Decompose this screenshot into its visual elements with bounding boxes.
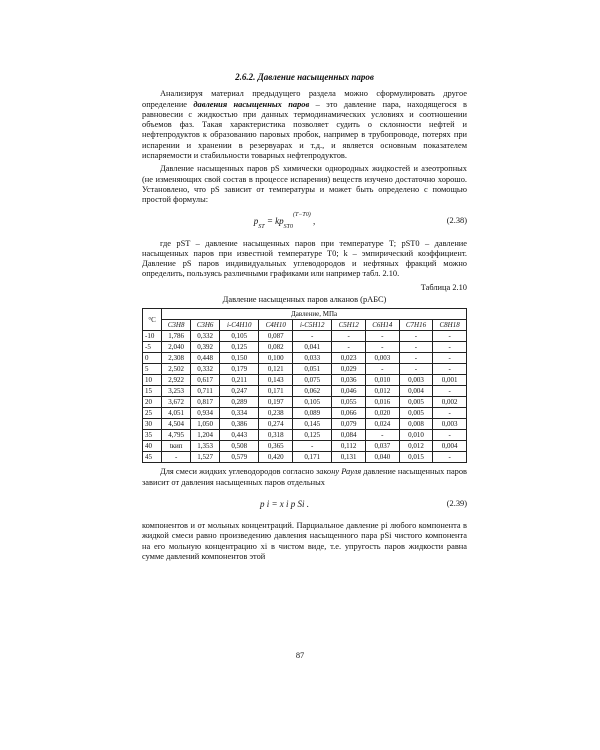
table-cell: 0,318 xyxy=(259,430,293,441)
table-cell: 0,934 xyxy=(191,408,220,419)
table-cell: 0,289 xyxy=(220,397,259,408)
table-cell: 0,211 xyxy=(220,375,259,386)
paragraph-raoult xyxy=(142,467,467,488)
table-row xyxy=(143,353,467,364)
table-cell: 0,005 xyxy=(399,408,433,419)
table-cell: 0,365 xyxy=(259,441,293,452)
table-cell: 0,023 xyxy=(332,353,366,364)
temperature-cell: 45 xyxy=(143,452,162,463)
table-cell: 0,089 xyxy=(293,408,332,419)
table-cell: 1,353 xyxy=(191,441,220,452)
table-cell: 0,036 xyxy=(332,375,366,386)
table-cell: 4,504 xyxy=(162,419,191,430)
table-cell: 2,308 xyxy=(162,353,191,364)
column-header: C7H16 xyxy=(399,320,433,331)
table-cell: - xyxy=(332,331,366,342)
column-header: C6H14 xyxy=(366,320,400,331)
table-cell: - xyxy=(433,353,467,364)
temperature-cell: 20 xyxy=(143,397,162,408)
formula-lhs: p xyxy=(253,216,259,227)
table-row xyxy=(143,386,467,397)
table-row xyxy=(143,331,467,342)
table-cell: 0,332 xyxy=(191,331,220,342)
page-number: 87 xyxy=(295,651,305,660)
table-cell: 1,786 xyxy=(162,331,191,342)
column-header: C3H6 xyxy=(191,320,220,331)
table-cell: 0,010 xyxy=(399,430,433,441)
table-cell: 0,112 xyxy=(332,441,366,452)
table-cell: 0,145 xyxy=(293,419,332,430)
table-cell: - xyxy=(293,441,332,452)
table-cell: 0,150 xyxy=(220,353,259,364)
table-row xyxy=(143,375,467,386)
table-cell: 0,617 xyxy=(191,375,220,386)
temperature-cell: 35 xyxy=(143,430,162,441)
table-cell: 0,171 xyxy=(259,386,293,397)
table-cell: 0,238 xyxy=(259,408,293,419)
table-cell: 0,711 xyxy=(191,386,220,397)
table-cell: 0,420 xyxy=(259,452,293,463)
paragraph-definition xyxy=(142,89,467,161)
table-cell: 0,105 xyxy=(293,397,332,408)
table-cell: 0,024 xyxy=(366,419,400,430)
formula-2-39-tail: . xyxy=(304,498,310,509)
paragraph-legend: где pST – давление насыщенных паров при температуре T; pST0 – давление насыщенных паров при известной температуре T0; k – эмпирический коэффициент. Давление pS паров индивидуальных углеводородов и нефтяных фракций можно определить, пользуясь различными графиками или например табл. 2.10. xyxy=(142,238,467,279)
table-cell: - xyxy=(366,342,400,353)
formula-2-38 xyxy=(142,209,467,235)
table-cell: 0,334 xyxy=(220,408,259,419)
table-cell: 0,062 xyxy=(293,386,332,397)
table-cell: 0,508 xyxy=(220,441,259,452)
table-row xyxy=(143,397,467,408)
table-cell: - xyxy=(332,342,366,353)
formula-tail: , xyxy=(310,216,316,227)
pressure-header: Давление, МПа xyxy=(162,309,467,320)
table-cell: 0,443 xyxy=(220,430,259,441)
table-cell: 0,143 xyxy=(259,375,293,386)
table-cell: 0,066 xyxy=(332,408,366,419)
temperature-cell: -5 xyxy=(143,342,162,353)
table-cell: - xyxy=(433,364,467,375)
table-cell: 2,502 xyxy=(162,364,191,375)
table-cell: 0,131 xyxy=(332,452,366,463)
table-cell: 0,197 xyxy=(259,397,293,408)
temperature-cell: -10 xyxy=(143,331,162,342)
paragraph-definition-rest: – это давление пара, находящегося в равновесии с жидкостью при данных термодинамических условиях и соотношении объемов фаз. Такая характеристика позволяет судить о склонности нефтей и нефтепродуктов к образованию паровых пробок, например в трубопроводе, потерях при испарении и хранении в резервуарах и т.д., и является основным показателем испаряемости и стабильности товарных нефтепродуктов. xyxy=(142,99,467,161)
table-cell: - xyxy=(399,331,433,342)
table-cell: tкип xyxy=(162,441,191,452)
formula-2-39 xyxy=(142,491,467,517)
vapor-pressure-table xyxy=(142,308,467,463)
table-cell: 0,005 xyxy=(399,397,433,408)
table-row xyxy=(143,364,467,375)
table-cell: 0,125 xyxy=(220,342,259,353)
table-cell: 0,016 xyxy=(366,397,400,408)
table-cell: 0,003 xyxy=(399,375,433,386)
table-cell: - xyxy=(433,342,467,353)
column-header: C4H10 xyxy=(259,320,293,331)
equation-number-2-38: (2.38) xyxy=(446,216,467,226)
table-cell: 0,079 xyxy=(332,419,366,430)
table-cell: - xyxy=(433,386,467,397)
table-cell: - xyxy=(293,331,332,342)
table-cell: 0,274 xyxy=(259,419,293,430)
table-cell: 0,386 xyxy=(220,419,259,430)
table-cell: 0,105 xyxy=(220,331,259,342)
term-saturated-vapor-pressure: давления насыщенных паров xyxy=(193,99,310,109)
table-cell: - xyxy=(433,452,467,463)
temperature-cell: 5 xyxy=(143,364,162,375)
formula-eq: = kp xyxy=(264,216,284,227)
table-cell: 3,253 xyxy=(162,386,191,397)
table-cell: 0,171 xyxy=(293,452,332,463)
table-cell: 0,125 xyxy=(293,430,332,441)
table-cell: 0,037 xyxy=(366,441,400,452)
table-row xyxy=(143,430,467,441)
table-cell: 0,082 xyxy=(259,342,293,353)
table-cell: - xyxy=(433,430,467,441)
paragraph-raoult-rest: давление насыщенных паров зависит от давления насыщенных паров отдельных xyxy=(142,467,467,487)
table-cell: - xyxy=(399,342,433,353)
table-cell: 0,012 xyxy=(366,386,400,397)
section-heading: 2.6.2. Давление насыщенных паров xyxy=(235,72,374,82)
table-title: Давление насыщенных паров алканов (pАБС) xyxy=(222,295,387,305)
table-cell: 0,008 xyxy=(399,419,433,430)
table-cell: - xyxy=(366,364,400,375)
table-cell: 4,051 xyxy=(162,408,191,419)
table-cell: 0,001 xyxy=(433,375,467,386)
temperature-cell: 0 xyxy=(143,353,162,364)
paragraph-temperature-dependence: Давление насыщенных паров pS химически однородных жидкостей и азеотропных (не изменяющих свой состав в процессе испарения) веществ изучено достаточно хорошо. Установлено, что pS зависит от температуры и может быть определено с помощью простой формулы: xyxy=(142,164,467,205)
formula-2-39-text: p i = x i p Si xyxy=(259,498,305,509)
temperature-cell: 25 xyxy=(143,408,162,419)
table-cell: 0,051 xyxy=(293,364,332,375)
temperature-cell: 15 xyxy=(143,386,162,397)
table-cell: 0,010 xyxy=(366,375,400,386)
table-cell: 1,204 xyxy=(191,430,220,441)
table-cell: 0,121 xyxy=(259,364,293,375)
paragraph-raoult-lead: Для смеси жидких углеводородов согласно xyxy=(160,467,316,477)
table-cell: - xyxy=(162,452,191,463)
table-cell: 0,392 xyxy=(191,342,220,353)
table-cell: 0,046 xyxy=(332,386,366,397)
table-cell: 0,020 xyxy=(366,408,400,419)
table-cell: 4,795 xyxy=(162,430,191,441)
table-cell: 0,075 xyxy=(293,375,332,386)
table-cell: 0,015 xyxy=(399,452,433,463)
table-cell: 0,100 xyxy=(259,353,293,364)
table-header-row xyxy=(143,309,467,320)
formula-lhs-subscript: ST xyxy=(258,224,265,231)
formula-exponent: (T−T0) xyxy=(293,212,311,219)
formula-2-38-expression xyxy=(142,210,427,232)
table-cell: 2,922 xyxy=(162,375,191,386)
table-cell: 1,050 xyxy=(191,419,220,430)
table-cell: 0,029 xyxy=(332,364,366,375)
table-cell: - xyxy=(366,430,400,441)
table-row xyxy=(143,452,467,463)
table-cell: 0,579 xyxy=(220,452,259,463)
paragraph-definition-lead: Анализируя материал предыдущего раздела можно сформулировать другое определение xyxy=(142,89,467,109)
table-cell: 0,247 xyxy=(220,386,259,397)
column-header: i-C5H12 xyxy=(293,320,332,331)
table-cell: 0,012 xyxy=(399,441,433,452)
formula-2-39-expression xyxy=(142,499,427,509)
table-cell: 0,817 xyxy=(191,397,220,408)
formula-rhs-subscript: ST0 xyxy=(283,224,294,231)
column-header: C8H18 xyxy=(433,320,467,331)
temperature-cell: 10 xyxy=(143,375,162,386)
table-cell: - xyxy=(399,364,433,375)
temperature-cell: 40 xyxy=(143,441,162,452)
table-cell: 2,040 xyxy=(162,342,191,353)
table-number-label: Таблица 2.10 xyxy=(420,282,467,292)
term-raoult-law: закону Рауля xyxy=(315,467,362,477)
table-cell: 0,084 xyxy=(332,430,366,441)
table-row xyxy=(143,441,467,452)
table-cell: 0,004 xyxy=(433,441,467,452)
equation-number-2-39: (2.39) xyxy=(446,498,467,508)
table-cell: - xyxy=(399,353,433,364)
table-cell: 0,004 xyxy=(399,386,433,397)
table-row xyxy=(143,342,467,353)
table-cell: 0,087 xyxy=(259,331,293,342)
table-cell: 0,041 xyxy=(293,342,332,353)
column-header: i-C4H10 xyxy=(220,320,259,331)
table-cell: 0,055 xyxy=(332,397,366,408)
table-cell: 0,040 xyxy=(366,452,400,463)
table-cell: 0,002 xyxy=(433,397,467,408)
table-cell: 0,332 xyxy=(191,364,220,375)
temperature-header: °C xyxy=(143,309,162,331)
column-header: C3H8 xyxy=(162,320,191,331)
table-cell: 1,527 xyxy=(191,452,220,463)
table-body xyxy=(143,331,467,463)
table-cell: 3,672 xyxy=(162,397,191,408)
paragraph-partial-pressure: компонентов и от мольных концентраций. Парциальное давление pi любого компонента в жидкой смеси равно произведению давления насыщенного пара pSi чистого компонента на его мольную концентрацию xi в чистом виде, т.е. упругость паров жидкости равна сумме давлений компонентов этой xyxy=(142,520,467,561)
temperature-cell: 30 xyxy=(143,419,162,430)
table-row xyxy=(143,419,467,430)
table-cell: 0,003 xyxy=(366,353,400,364)
table-cell: 0,033 xyxy=(293,353,332,364)
table-cell: 0,003 xyxy=(433,419,467,430)
table-columns-row xyxy=(143,320,467,331)
table-row xyxy=(143,408,467,419)
table-cell: - xyxy=(366,331,400,342)
table-cell: - xyxy=(433,331,467,342)
column-header: C5H12 xyxy=(332,320,366,331)
table-cell: - xyxy=(433,408,467,419)
table-cell: 0,179 xyxy=(220,364,259,375)
page-content xyxy=(142,72,467,565)
table-cell: 0,448 xyxy=(191,353,220,364)
